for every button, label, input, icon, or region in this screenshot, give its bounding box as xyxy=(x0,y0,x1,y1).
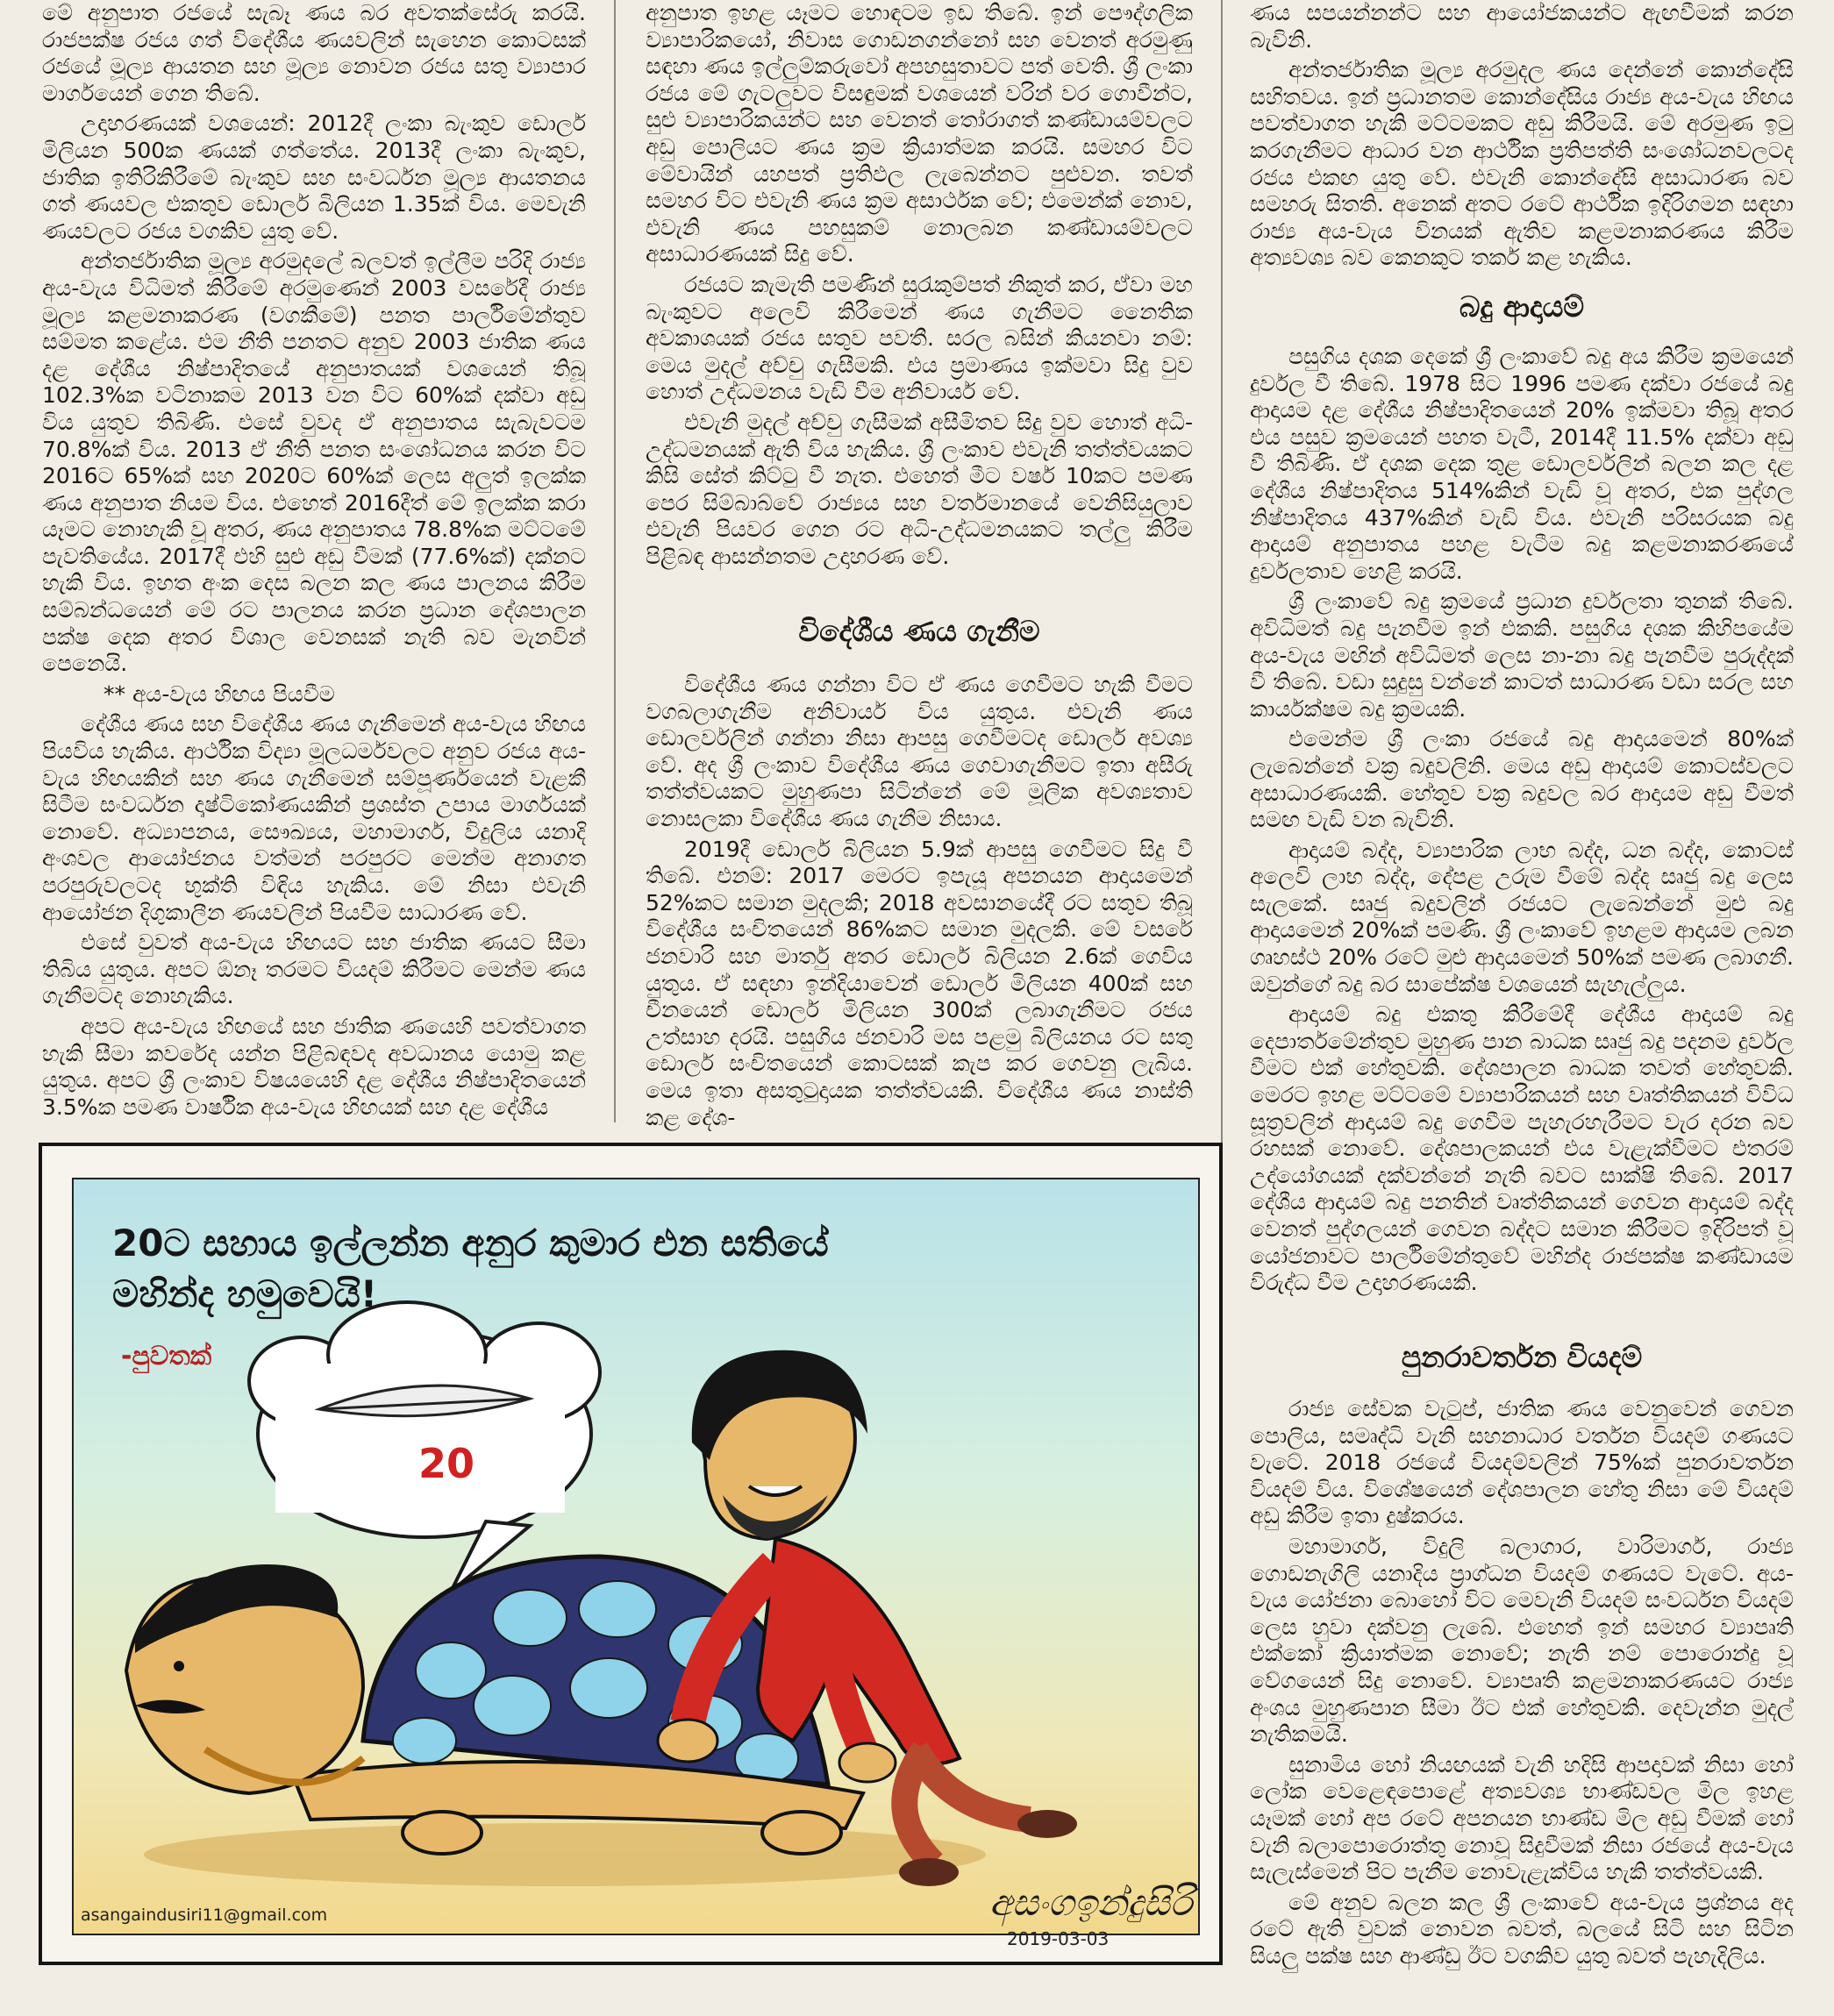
cartoonist-email: asangaindusiri11@gmail.com xyxy=(81,1906,328,1925)
column-divider xyxy=(614,0,616,1122)
article-column-2-lower xyxy=(646,672,1193,1135)
paragraph: එවැනි මුදල් අච්චු ගැසීමක් අසීමිතව සිදු වුව හොත් අධි-උද්ධමනයක් ඇති විය හැකිය. ශ්‍රී ලංකාව එවැනි තත්ත්වයකට කිසි සේත් කිට්ටු වී නැත. එහෙත් මීට වර්ෂ 10කට පමණ පෙර සිම්බාබ්වේ රාජ්‍යය සහ වර්තමානයේ වෙනිසියුලාව එවැනි පියවර ගෙන රට අධි-උද්ධමනයකට තල්ලු කිරීම පිළිබඳ ආසන්නතම උදාහරණ වේ. xyxy=(646,409,1193,569)
article-column-3-middle xyxy=(1250,344,1794,1300)
cartoon-caption-line-1: 20ට සහාය ඉල්ලන්න අනුර කුමාර එන සතියේ xyxy=(112,1222,829,1264)
paragraph: මේ අනුව බලන කල ශ්‍රී ලංකාවේ අය-වැය ප්‍රශ්නය අද රටේ ඇති වුවක් නොවන බවත්, බලයේ සිටි සහ සිටින සියලු පක්ෂ සහ ආණ්ඩු ඊට වගකිව යුතු බවත් පැහැදිලිය. xyxy=(1250,1889,1794,1969)
subheading-note: ** අය-වැය හිඟය පියවීම xyxy=(103,680,335,707)
paragraph: මේ අනුපාත රජයේ සැබෑ ණය බර අවතක්සේරු කරයි. රාජපක්ෂ රජය ගත් විදේශීය ණයවලින් සැහෙන කොටසක් රජයේ මූල්‍ය ආයතන සහ මූල්‍ය නොවන රජය සතු ව්‍යාපාර මාර්ගයෙන් ගෙන තිබේ. xyxy=(42,0,586,106)
political-cartoon xyxy=(39,1143,1223,1965)
cartoon-date: 2019-03-03 xyxy=(1007,1928,1110,1949)
paragraph: විදේශීය ණය ගන්නා විට ඒ ණය ගෙවීමට හැකි වීමට වගබලාගැනීම අනිවාර්ය විය යුතුය. එවැනි ණය ඩොලර්වලින් ගන්නා නිසා ආපසු ගෙවීමටද ඩොලර් අවශ්‍ය වේ. අද ශ්‍රී ලංකාව විදේශීය ණය ගෙවාගැනීමට ඉතා අසීරු තත්ත්වයකට මුහුණපා සිටින්නේ මේ මූලික අවශ්‍යතාව නොසලකා විදේශීය ණය ගැනීම නිසාය. xyxy=(646,672,1193,831)
cartoonist-signature: අසංගඉන්දුසිරි xyxy=(989,1881,1193,1924)
article-column-3 xyxy=(1250,0,1794,275)
paragraph: එසේ වුවත් අය-වැය හිඟයට සහ ජාතික ණයට සීමා තිබිය යුතුය. අපට ඕනෑ තරමට වියදම් කිරීමට මෙන්ම ණය ගැනීමටද නොහැකිය. xyxy=(42,930,586,1009)
paragraph: දේශීය ණය සහ විදේශීය ණය ගැනීමෙන් අය-වැය හිඟය පියවිය හැකිය. ආර්ථික විද්‍යා මූලධර්මවලට අනුව රජය අය-වැය හිඟයකින් සහ ණය ගැනීමෙන් සම්පූර්ණයෙන් වැළකී සිටීම සංවර්ධන දෘෂ්ටිකෝණයකින් ප්‍රශස්ත උපාය මාර්ගයක් නොවේ. අධ්‍යාපනය, සෞඛ්‍යය, මහාමාර්ග, විදුලිය යනාදි අංශවල ආයෝජනය වත්මන් පරපුරට මෙන්ම අනාගත පරපුරුවලටද භුක්ති විඳිය හැකිය. මේ නිසා එවැනි ආයෝජන දිගුකාලීන ණයවලින් පියවීම සාධාරණ වේ. xyxy=(42,711,586,925)
paragraph: ණය සපයන්නන්ට සහ ආයෝජකයන්ට ඇඟවීමක් කරන බැවිනි. xyxy=(1250,0,1794,53)
paragraph: රාජ්‍ය සේවක වැටුප්, ජාතික ණය වෙනුවෙන් ගෙවන පොලිය, සමෘද්ධි වැනි සහනාධාර වර්තන වියදම් ගණයට වැටේ. 2018 රජයේ වියදම්වලින් 75%ක් පුනරාවර්තන වියදම් විය. විශේෂයෙන් දේශපාලන හේතු නිසා මේ වියදම් අඩු කිරීම ඉතා දුෂ්කරය. xyxy=(1250,1396,1794,1529)
mahinda-head-icon xyxy=(126,1564,363,1793)
paragraph: ආදායම් බද්ද, ව්‍යාපාරික ලාභ බද්ද, ධන බද්ද, කොටස් අලෙවි ලාභ බද්ද, දේපළ උරුම වීමේ බද්ද සෘජු බදු ලෙස සැලකේ. සෘජු බදුවලින් රජයට ලැබෙන්නේ මුළු බදු ආදායමෙන් 20%ක් පමණි. ශ්‍රී ලංකාවේ ඉහළම ආදායම ලබන ගෘහස්ථ 20% රටේ මුළු ආදායමෙන් 50%ක් පමණ ලබාගනී. ඔවුන්ගේ බදු බර සාපේක්ෂ වශයෙන් සැහැල්ලුය. xyxy=(1250,837,1794,997)
paragraph: පසුගිය දශක දෙකේ ශ්‍රී ලංකාවේ බදු අය කිරීම ක්‍රමයෙන් දුර්වල වී තිබේ. 1978 සිට 1996 පමණ දක්වා රජයේ බදු ආදායම දළ දේශීය නිෂ්පාදිතයෙන් 20% ඉක්මවා තිබූ අතර එය පසුව ක්‍රමයෙන් පහත වැටී, 2014දී 11.5% දක්වා අඩු වී තිබිණි. ඒ දශක දෙක තුළ ඩොලර්වලින් බලන කල දළ දේශීය නිෂ්පාදිතය 514%කින් වැඩි වූ අතර, එක පුද්ගල නිෂ්පාදිතය 437%කින් වැඩි විය. එවැනි පරිසරයක බදු ආදායම් අනුපාතය පහළ වැටීම බදු කළමනාකරණයේ දුර්වලතාව හෙළි කරයි. xyxy=(1250,344,1794,584)
paragraph: සුනාමිය හෝ නියඟයක් වැනි හදිසි ආපදාවක් නිසා හෝ ලෝක වෙළෙඳපොළේ අත්‍යවශ්‍ය භාණ්ඩවල මිල ඉහළ යෑමක් හෝ අප රටේ අපනයන භාණ්ඩ මිල අඩු වීමක් හෝ වැනි බලාපොරොත්තු නොවූ සිදුවීමක් නිසා රජයේ අය-වැය සැලැස්මෙන් පිට පැනීම නොවැළැක්විය හැකි තත්ත්වයකි. xyxy=(1250,1751,1794,1885)
section-heading-tax-revenue: බදු ආදායම් xyxy=(1459,289,1585,324)
paragraph: උදාහරණයක් වශයෙන්: 2012දී ලංකා බැංකුව ඩොලර් මිලියන 500ක ණයක් ගත්තේය. 2013දී ලංකා බැංකුව, ජාතික ඉතිරිකිරීමේ බැංකුව සහ සංවර්ධන මූල්‍ය ආයතනය ගත් ණයවල එකතුව ඩොලර් බිලියන 1.35ක් විය. මෙවැනි ණයවලට රජය වගකිව යුතු වේ. xyxy=(42,110,586,244)
bubble-number: 20 xyxy=(417,1440,475,1487)
paragraph: අන්තර්ජාතික මූල්‍ය අරමුදල ණය දෙන්නේ කොන්දේසි සහිතවය. ඉන් ප්‍රධානතම කොන්දේසිය රාජ්‍ය අය-වැය හිඟය පවත්වාගත හැකි මට්ටමකට අඩු කිරීමයි. මේ අරමුණ ඉටු කරගැනීමට ආධාර වන ආර්ථික ප්‍රතිපත්ති සංශෝධනවලටද රජය එකඟ යුතු වේ. එවැනි කොන්දේසි අසාධාරණ බව සමහරු සිතති. අනෙක් අතට රටේ ආර්ථික ඉදිරිගමන සඳහා රාජ්‍ය අය-වැය විනයක් ඇතිව කළමනාකරණය කිරීම අත්‍යවශ්‍ය බව කෙනකුට තර්ක කළ හැකිය. xyxy=(1250,57,1794,271)
paragraph: අනුපාත ඉහළ යෑමට හොඳටම ඉඩ තිබේ. ඉන් පෞද්ගලික ව්‍යාපාරිකයෝ, නිවාස ගොඩනගන්නෝ සහ වෙනත් අරමුණු සඳහා ණය ඉල්ලුම්කරුවෝ අපහසුතාවට පත් වෙති. ශ්‍රී ලංකා රජය මේ ගැටලුවට විසඳුමක් වශයෙන් වරින් වර ගොවීන්ට, සුළු ව්‍යාපාරිකයන්ට සහ වෙනත් තෝරාගත් කණ්ඩායම්වලට අඩු පොලියට ණය ක්‍රම ක්‍රියාත්මක කරයි. සමහර විට මේවායින් යහපත් ප්‍රතිඵල ලැබෙන්නට පුළුවන. තවත් සමහර විට එවැනි ණය ක්‍රම අසාර්ථක වේ; එමෙන්ක් නොව, එවැනි ණය පහසුකම් නොලබන කණ්ඩායම්වලට අසාධාරණයක් සිදු වේ. xyxy=(646,0,1193,267)
paragraph: රජයට කැමැති පමණින් සුරැකුම්පත් නිකුත් කර, ඒවා මහ බැංකුවට අලෙවි කිරීමෙන් ණය ගැනීමට නෛතික අවකාශයක් රජය සතුව පවතී. සරල බසින් කියනවා නම්: මෙය මුදල් අච්චු ගැසීමකි. එය ප්‍රමාණය ඉක්මවා සිදු වුව හොත් උද්ධමනය වැඩි වීම අනිවාර්ය වේ. xyxy=(646,271,1193,405)
paragraph: 2019දී ඩොලර් බිලියන 5.9ක් ආපසු ගෙවීමට සිදු වී තිබේ. එනම්: 2017 මෙරට ඉපැයූ අපනයන ආදායමෙන් 52%කට සමාන මුදලකි; 2018 අවසානයේදී රට සතුව තිබූ විදේශීය සංචිතයෙන් 86%කට සමාන මුදලකි. මේ වසරේ ජනවාරි සහ මාර්තු අතර ඩොලර් බිලියන 2.6ක් ගෙවිය යුතුය. ඒ සඳහා ඉන්දියාවෙන් ඩොලර් මිලියන 400ක් සහ චීනයෙන් ඩොලර් මිලියන 300ක් ලබාගැනීමට රජය උත්සාහ දරයි. පසුගිය ජනවාරි මස පළමු බිලියනය රට සතු ඩොලර් සංචිතයෙන් කොටසක් කැප කර ගෙවනු ලැබිය. මෙය ඉතා අසතුටුදායක තත්ත්වයකි. විදේශීය ණය නාස්ති කළ දේශ- xyxy=(646,836,1193,1130)
column-divider xyxy=(1221,0,1223,1315)
ground-shadow xyxy=(144,1823,986,1886)
section-heading-foreign-loans: විදේශීය ණය ගැනීම xyxy=(798,614,1040,648)
paragraph: ආදායම් බදු එකතු කිරීමේදී දේශීය ආදායම් බදු දෙපාර්තමේන්තුව මුහුණ පාන බාධක සෘජු බදු පදනම දුර්වල වීමට එක් හේතුවකි. දේශපාලන බාධක තවත් හේතුවකි. මෙරට ඉහළ මට්ටමේ ව්‍යාපාරිකයන් සහ වෘත්තිකයන් විවිධ සූත්‍රවලින් ආදායම් බදු ගෙවීම පැහැරහැරීමට වැර දරන බව රහසක් නොවේ. දේශපාලකයන් එය වැළැක්වීමට එතරම් උද්යෝගයක් දක්වන්නේ නැති බවට සාක්ෂි තිබේ. 2017 දේශීය ආදායම් බදු පනතින් වෘත්තිකයන් ගෙවන ආදායම් බද්ද වෙනත් පුද්ගලයන් ගෙවන බද්දට සමාන කිරීමට ඉදිරිපත් වූ යෝජනාවට පාර්ලිමේන්තුවේ මහින්ද රාජපක්ෂ කණ්ඩායම විරුද්ධ වීම උදාහරණයකි. xyxy=(1250,1001,1794,1296)
cartoon-panel xyxy=(72,1178,1200,1935)
paragraph: එමෙන්ම ශ්‍රී ලංකා රජයේ බදු ආදායමෙන් 80%ක් ලැබෙන්නේ වක්‍ර බදුවලිනි. මෙය අඩු ආදායම් කොටස්වලට අසාධාරණයකි. හේතුව වක්‍ර බදුවල බර ආදායම අඩු වීමත් සමඟ වැඩි වන බැවිනි. xyxy=(1250,726,1794,833)
article-column-3-bottom xyxy=(1250,1396,1794,1973)
article-column-1 xyxy=(42,0,586,1124)
paragraph: ශ්‍රී ලංකාවේ බදු ක්‍රමයේ ප්‍රධාන දුර්වලතා තුනක් තිබේ. අවිධිමත් බදු පැනවීම ඉන් එකකි. පසුගිය දශක කිහිපයේම අය-වැය මඟින් අවිධිමත් ලෙස නා-නා බදු පැනවීම පුරුද්දක් වී තිබේ. වඩා සුදුසු වන්නේ කාටත් සාධාරණ වඩා සරල සහ කාර්යක්ෂම බදු ක්‍රමයකි. xyxy=(1250,588,1794,722)
paragraph: අන්තර්ජාතික මූල්‍ය අරමුදලේ බලවත් ඉල්ලීම පරිදි රාජ්‍ය අය-වැය විධිමත් කිරීමේ අරමුණෙන් 2003 වසරේදී රාජ්‍ය මූල්‍ය කළමනාකරණ (වගකීමේ) පනත පාර්ලිමේන්තුව සම්මත කළේය. එම නීති පනතට අනුව 2003 ජාතික ණය දළ දේශීය නිෂ්පාදිතයේ අනුපාතයක් වශයෙන් තිබූ 102.3%ක වටිනාකම 2013 වන විට 60%ක් දක්වා අඩු විය යුතුව තිබිණි. එසේ වුවද ඒ අනුපාතය සැබැවටම 70.8%ක් විය. 2013 ඒ නීති පනත සංශෝධනය කරන විට 2016ට 65%ක් සහ 2020ට 60%ක් ලෙස අලුත් ඉලක්ක ණය අනුපාත නියම විය. එහෙත් 2016දීත් මේ ඉලක්ක කරා යෑමට නොහැකි වූ අතර, ණය අනුපාතය 78.8%ක මට්ටමේ පැවතියේය. 2017දී එහි සුළු අඩු වීමක් (77.6%ක්) දක්නට හැකි විය. ඉහත අංක දෙස බලන කල ණය පාලනය කිරීම සම්බන්ධයෙන් මේ රට පාලනය කරන ප්‍රධාන දේශපාලන පක්ෂ දෙක අතර විශාල වෙනසක් නැති බව මැනවින් පෙනෙයි. xyxy=(42,248,586,677)
cartoon-caption-line-2: මහින්ද හමුවෙයි! xyxy=(112,1272,378,1315)
paragraph: මහාමාර්ග, විදුලි බලාගාර, වාරිමාර්ග, රාජ්‍ය ගොඩනැගිලි යනාදිය ප්‍රාග්ධන වියදම් ගණයට වැටේ. අය-වැය යෝජනා බොහෝ විට මෙවැනි වියදම් සංවර්ධන වියදම් ලෙස හුවා දක්වනු ලැබේ. එහෙත් ඉන් සමහර ව්‍යාපෘති එක්කෝ ක්‍රියාත්මක නොවේ; නැති නම් පොරොන්දු වූ වේගයෙන් සිදු නොවේ. ව්‍යාපෘති කළමනාකරණයට රාජ්‍ය අංශය මුහුණපාන සීමා ඊට එක් හේතුවකි. දෙවැන්න මුදල් නැතිකමයි. xyxy=(1250,1533,1794,1748)
paragraph: අපට අය-වැය හිඟයේ සහ ජාතික ණයෙහි පවත්වාගත හැකි සීමා කවරේද යන්න පිළිබඳවද අවධානය යොමු කළ යුතුය. අපට ශ්‍රී ලංකාව විෂයයෙහි දළ දේශීය නිෂ්පාදිතයෙන් 3.5%ක පමණ වාර්ෂික අය-වැය හිඟයක් සහ දළ දේශීය xyxy=(42,1013,586,1120)
cartoon-caption xyxy=(112,1218,829,1320)
article-column-2 xyxy=(646,0,1193,573)
cartoon-source: -පුවතක් xyxy=(121,1341,212,1371)
section-heading-recurrent-expenditure: පුනරාවර්තන වියදම් xyxy=(1401,1340,1643,1374)
